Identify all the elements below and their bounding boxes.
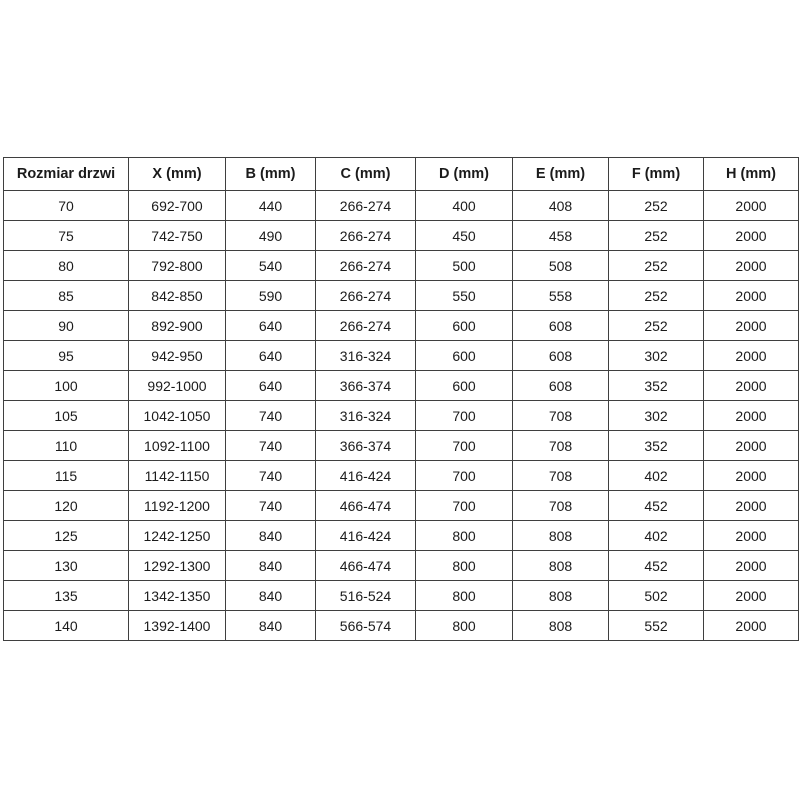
table-cell: 266-274 [316, 281, 416, 311]
table-cell: 95 [4, 341, 129, 371]
table-cell: 2000 [704, 371, 799, 401]
table-cell: 640 [226, 341, 316, 371]
table-cell: 1092-1100 [129, 431, 226, 461]
table-cell: 590 [226, 281, 316, 311]
table-cell: 402 [609, 521, 704, 551]
table-cell: 366-374 [316, 431, 416, 461]
table-cell: 416-424 [316, 521, 416, 551]
table-cell: 252 [609, 221, 704, 251]
table-cell: 400 [416, 191, 513, 221]
table-cell: 700 [416, 491, 513, 521]
table-cell: 552 [609, 611, 704, 641]
table-cell: 992-1000 [129, 371, 226, 401]
table-cell: 708 [513, 431, 609, 461]
table-row [4, 251, 799, 281]
table-cell: 740 [226, 491, 316, 521]
table-cell: 252 [609, 311, 704, 341]
table-cell: 842-850 [129, 281, 226, 311]
table-row [4, 191, 799, 221]
table-cell: 708 [513, 461, 609, 491]
table-cell: 808 [513, 551, 609, 581]
table-cell: 2000 [704, 461, 799, 491]
table-cell: 800 [416, 581, 513, 611]
table-cell: 600 [416, 341, 513, 371]
column-header-x: X (mm) [129, 158, 226, 191]
table-cell: 130 [4, 551, 129, 581]
table-row [4, 611, 799, 641]
table-cell: 316-324 [316, 341, 416, 371]
column-header-d: D (mm) [416, 158, 513, 191]
table-cell: 440 [226, 191, 316, 221]
table-cell: 80 [4, 251, 129, 281]
table-row [4, 551, 799, 581]
table-cell: 800 [416, 521, 513, 551]
door-size-spec-table-container [3, 157, 798, 641]
table-cell: 466-474 [316, 551, 416, 581]
table-cell: 840 [226, 551, 316, 581]
table-row [4, 311, 799, 341]
column-header-h: H (mm) [704, 158, 799, 191]
table-cell: 302 [609, 341, 704, 371]
table-cell: 352 [609, 431, 704, 461]
table-row [4, 521, 799, 551]
table-cell: 708 [513, 401, 609, 431]
table-cell: 115 [4, 461, 129, 491]
table-cell: 1142-1150 [129, 461, 226, 491]
table-cell: 840 [226, 611, 316, 641]
table-cell: 110 [4, 431, 129, 461]
table-cell: 100 [4, 371, 129, 401]
table-cell: 70 [4, 191, 129, 221]
table-cell: 266-274 [316, 221, 416, 251]
table-cell: 892-900 [129, 311, 226, 341]
table-cell: 366-374 [316, 371, 416, 401]
table-cell: 942-950 [129, 341, 226, 371]
table-cell: 600 [416, 371, 513, 401]
table-cell: 700 [416, 401, 513, 431]
table-cell: 2000 [704, 491, 799, 521]
header-row [4, 158, 799, 191]
table-cell: 640 [226, 311, 316, 341]
table-cell: 120 [4, 491, 129, 521]
table-row [4, 221, 799, 251]
table-cell: 90 [4, 311, 129, 341]
table-cell: 608 [513, 341, 609, 371]
table-row [4, 371, 799, 401]
table-cell: 540 [226, 251, 316, 281]
table-cell: 450 [416, 221, 513, 251]
table-cell: 502 [609, 581, 704, 611]
table-cell: 792-800 [129, 251, 226, 281]
table-cell: 1192-1200 [129, 491, 226, 521]
table-cell: 558 [513, 281, 609, 311]
table-cell: 1342-1350 [129, 581, 226, 611]
table-row [4, 431, 799, 461]
column-header-f: F (mm) [609, 158, 704, 191]
column-header-e: E (mm) [513, 158, 609, 191]
table-cell: 742-750 [129, 221, 226, 251]
column-header-b: B (mm) [226, 158, 316, 191]
table-cell: 1292-1300 [129, 551, 226, 581]
table-cell: 500 [416, 251, 513, 281]
table-cell: 808 [513, 521, 609, 551]
table-cell: 2000 [704, 611, 799, 641]
table-cell: 740 [226, 401, 316, 431]
table-cell: 700 [416, 461, 513, 491]
table-cell: 640 [226, 371, 316, 401]
table-cell: 800 [416, 551, 513, 581]
table-cell: 490 [226, 221, 316, 251]
table-cell: 808 [513, 611, 609, 641]
table-cell: 2000 [704, 581, 799, 611]
column-header-rozmiar: Rozmiar drzwi [4, 158, 129, 191]
table-cell: 2000 [704, 431, 799, 461]
table-cell: 75 [4, 221, 129, 251]
table-cell: 408 [513, 191, 609, 221]
table-cell: 2000 [704, 281, 799, 311]
table-cell: 550 [416, 281, 513, 311]
table-cell: 302 [609, 401, 704, 431]
table-cell: 840 [226, 521, 316, 551]
table-cell: 2000 [704, 311, 799, 341]
table-cell: 2000 [704, 521, 799, 551]
table-cell: 1242-1250 [129, 521, 226, 551]
table-cell: 1392-1400 [129, 611, 226, 641]
table-cell: 252 [609, 251, 704, 281]
table-cell: 566-574 [316, 611, 416, 641]
table-cell: 2000 [704, 221, 799, 251]
column-header-c: C (mm) [316, 158, 416, 191]
table-cell: 608 [513, 371, 609, 401]
table-cell: 708 [513, 491, 609, 521]
table-cell: 740 [226, 431, 316, 461]
table-cell: 840 [226, 581, 316, 611]
table-cell: 252 [609, 191, 704, 221]
table-cell: 85 [4, 281, 129, 311]
table-row [4, 491, 799, 521]
table-cell: 700 [416, 431, 513, 461]
table-cell: 800 [416, 611, 513, 641]
table-row [4, 341, 799, 371]
table-cell: 2000 [704, 551, 799, 581]
table-row [4, 401, 799, 431]
table-cell: 452 [609, 551, 704, 581]
table-cell: 416-424 [316, 461, 416, 491]
table-cell: 402 [609, 461, 704, 491]
table-cell: 516-524 [316, 581, 416, 611]
table-cell: 692-700 [129, 191, 226, 221]
table-body [4, 191, 799, 641]
table-cell: 2000 [704, 341, 799, 371]
door-size-spec-table [3, 157, 799, 641]
table-cell: 740 [226, 461, 316, 491]
table-cell: 808 [513, 581, 609, 611]
table-cell: 1042-1050 [129, 401, 226, 431]
table-cell: 608 [513, 311, 609, 341]
table-cell: 316-324 [316, 401, 416, 431]
table-cell: 125 [4, 521, 129, 551]
table-cell: 600 [416, 311, 513, 341]
table-header-row [4, 158, 799, 191]
table-cell: 2000 [704, 191, 799, 221]
table-cell: 266-274 [316, 191, 416, 221]
table-cell: 508 [513, 251, 609, 281]
table-cell: 135 [4, 581, 129, 611]
table-row [4, 581, 799, 611]
table-cell: 466-474 [316, 491, 416, 521]
table-cell: 266-274 [316, 311, 416, 341]
table-row [4, 461, 799, 491]
table-cell: 105 [4, 401, 129, 431]
table-cell: 2000 [704, 401, 799, 431]
table-cell: 266-274 [316, 251, 416, 281]
table-cell: 2000 [704, 251, 799, 281]
table-cell: 452 [609, 491, 704, 521]
table-cell: 252 [609, 281, 704, 311]
table-cell: 458 [513, 221, 609, 251]
table-cell: 140 [4, 611, 129, 641]
table-row [4, 281, 799, 311]
table-cell: 352 [609, 371, 704, 401]
